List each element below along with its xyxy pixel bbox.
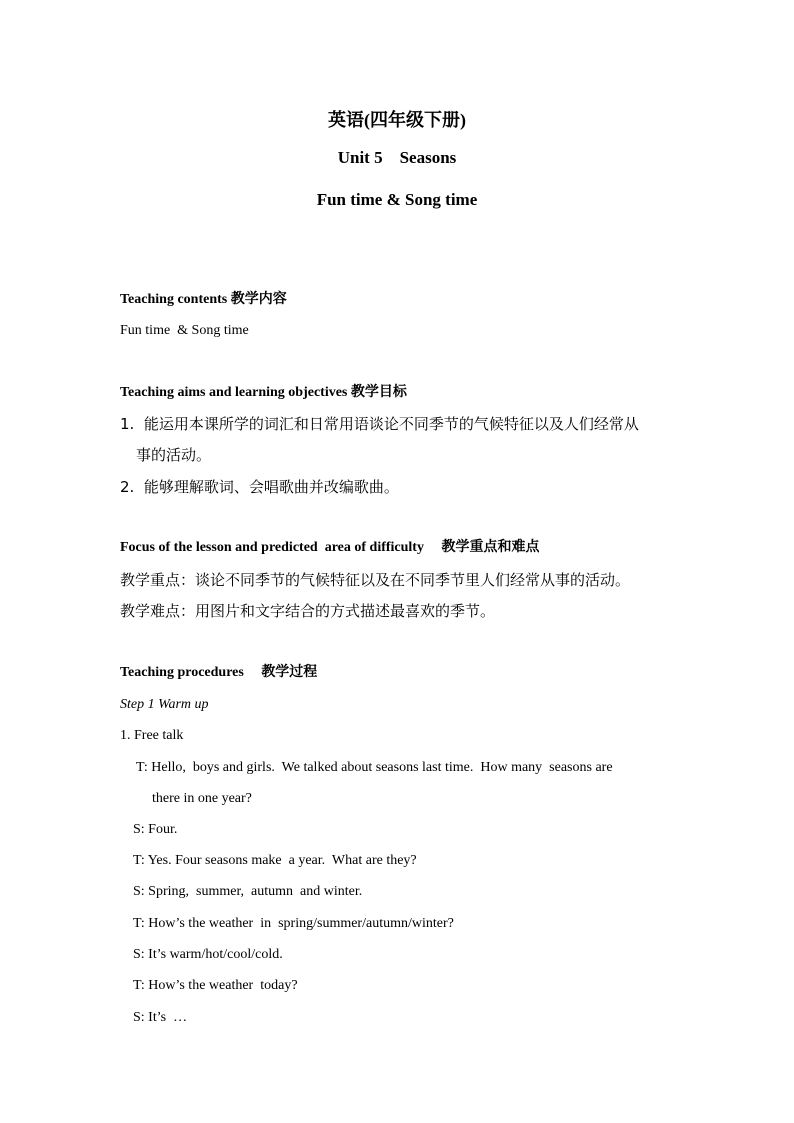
- dialogue-line: S: Four.: [133, 822, 178, 837]
- dialogue-line: T: Hello, boys and girls. We talked about seasons last time. How many seasons are: [136, 760, 613, 775]
- dialogue-line: T: How’s the weather in spring/summer/autumn/winter?: [133, 916, 454, 931]
- lesson-title: Fun time & Song time: [316, 190, 478, 209]
- free-talk-heading: 1. Free talk: [120, 728, 184, 743]
- contents-heading: Teaching contents 教学内容: [120, 292, 287, 307]
- dialogue-line: T: How’s the weather today?: [133, 978, 298, 993]
- procedures-heading: Teaching procedures 教学过程: [120, 665, 318, 680]
- dialogue-line: S: It’s warm/hot/cool/cold.: [133, 947, 283, 962]
- aims-item-1-line-1: 1. 能运用本课所学的词汇和日常用语谈论不同季节的气候特征以及人们经常从: [120, 415, 639, 433]
- aims-item-2: 2. 能够理解歌词、会唱歌曲并改编歌曲。: [120, 478, 399, 496]
- contents-body: Fun time & Song time: [120, 323, 249, 338]
- dialogue-line: S: Spring, summer, autumn and winter.: [133, 884, 363, 899]
- focus-difficulty: 教学难点：用图片和文字结合的方式描述最喜欢的季节。: [120, 602, 496, 620]
- dialogue-line: T: Yes. Four seasons make a year. What are they?: [133, 853, 417, 868]
- unit-title: Unit 5 Seasons: [337, 148, 457, 167]
- step-1-heading: Step 1 Warm up: [120, 697, 209, 712]
- focus-key-point: 教学重点：谈论不同季节的气候特征以及在不同季节里人们经常从事的活动。: [120, 571, 631, 589]
- aims-heading: Teaching aims and learning objectives 教学目标: [120, 385, 407, 400]
- focus-heading: Focus of the lesson and predicted area of difficulty 教学重点和难点: [120, 540, 540, 555]
- aims-item-1-line-2: 事的活动。: [136, 446, 212, 464]
- dialogue-line: there in one year?: [152, 791, 252, 806]
- document-title: 英语(四年级下册): [328, 110, 466, 130]
- dialogue-line: S: It’s …: [133, 1010, 188, 1025]
